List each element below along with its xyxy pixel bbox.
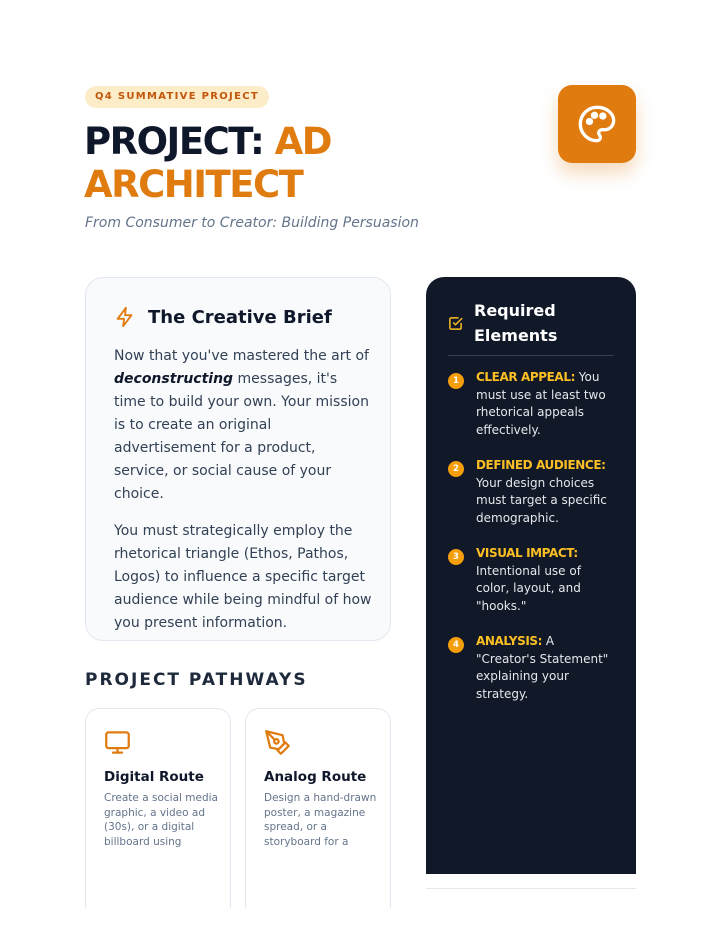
item-text — [476, 545, 616, 615]
item-number-badge: 2 — [448, 461, 464, 477]
pathway-card-digital — [85, 708, 231, 908]
brief-emphasis: deconstructing — [114, 371, 234, 387]
brief-paragraph-2: You must strategically employ the rhetorical triangle (Ethos, Pathos, Logos) to influence a specific target audience while being mindful of how you present information. — [114, 523, 372, 631]
logo-tile — [558, 85, 636, 163]
item-number-badge: 1 — [448, 373, 464, 389]
monitor-icon — [104, 729, 131, 756]
title-accent-ad: AD — [274, 120, 332, 163]
required-elements-heading: Required Elements — [474, 301, 558, 345]
brief-p1-before: Now that you've mastered the art of — [114, 348, 369, 364]
pathways-heading: PROJECT PATHWAYS — [85, 670, 308, 690]
pathway-title: Analog Route — [264, 769, 367, 785]
palette-icon — [577, 104, 617, 144]
pathway-description: Create a social media graphic, a video ad (30s), or a digital billboard using — [104, 792, 218, 848]
creative-brief-body — [114, 345, 372, 635]
item-label: ANALYSIS: — [476, 634, 543, 648]
item-description: A "Creator's Statement" explaining your strategy. — [476, 634, 609, 701]
item-description: You must use at least two rhetorical appeals effectively. — [476, 370, 606, 437]
item-label: VISUAL IMPACT: — [476, 546, 578, 560]
list-item — [448, 457, 618, 527]
creative-brief-heading: The Creative Brief — [148, 306, 332, 328]
item-text — [476, 369, 616, 439]
page-subtitle: From Consumer to Creator: Building Persuasion — [85, 215, 419, 231]
required-elements-header — [448, 298, 594, 348]
item-text — [476, 633, 616, 703]
divider — [426, 888, 636, 889]
divider — [448, 355, 614, 356]
list-item — [448, 369, 618, 439]
pen-tool-icon — [264, 729, 291, 756]
title-prefix: PROJECT: — [84, 120, 275, 163]
item-description: Intentional use of color, layout, and "hooks." — [476, 563, 581, 613]
list-item — [448, 633, 618, 703]
pathway-card-analog — [245, 708, 391, 908]
brief-paragraph-1 — [114, 345, 372, 506]
item-text — [476, 457, 616, 527]
creative-brief-card — [85, 277, 391, 641]
brief-p1-after: messages, it's time to build your own. Your mission is to create an original advertisement for a product, service, or social cause of your choice. — [114, 371, 369, 502]
page-title — [84, 120, 524, 206]
pathway-description: Design a hand-drawn poster, a magazine spread, or a storyboard for a — [264, 792, 377, 848]
pathway-title: Digital Route — [104, 769, 204, 785]
creative-brief-header — [114, 306, 332, 328]
list-item — [448, 545, 618, 615]
item-description: Your design choices must target a specific demographic. — [476, 475, 607, 525]
item-label: CLEAR APPEAL: — [476, 370, 575, 384]
checkbox-icon — [448, 316, 463, 331]
item-number-badge: 4 — [448, 637, 464, 653]
project-badge: Q4 SUMMATIVE PROJECT — [85, 86, 269, 108]
required-elements-panel — [426, 277, 636, 874]
item-number-badge: 3 — [448, 549, 464, 565]
requirements-list — [448, 369, 618, 721]
item-label: DEFINED AUDIENCE: — [476, 458, 606, 472]
title-accent-architect: ARCHITECT — [84, 163, 303, 206]
lightning-icon — [114, 306, 136, 328]
